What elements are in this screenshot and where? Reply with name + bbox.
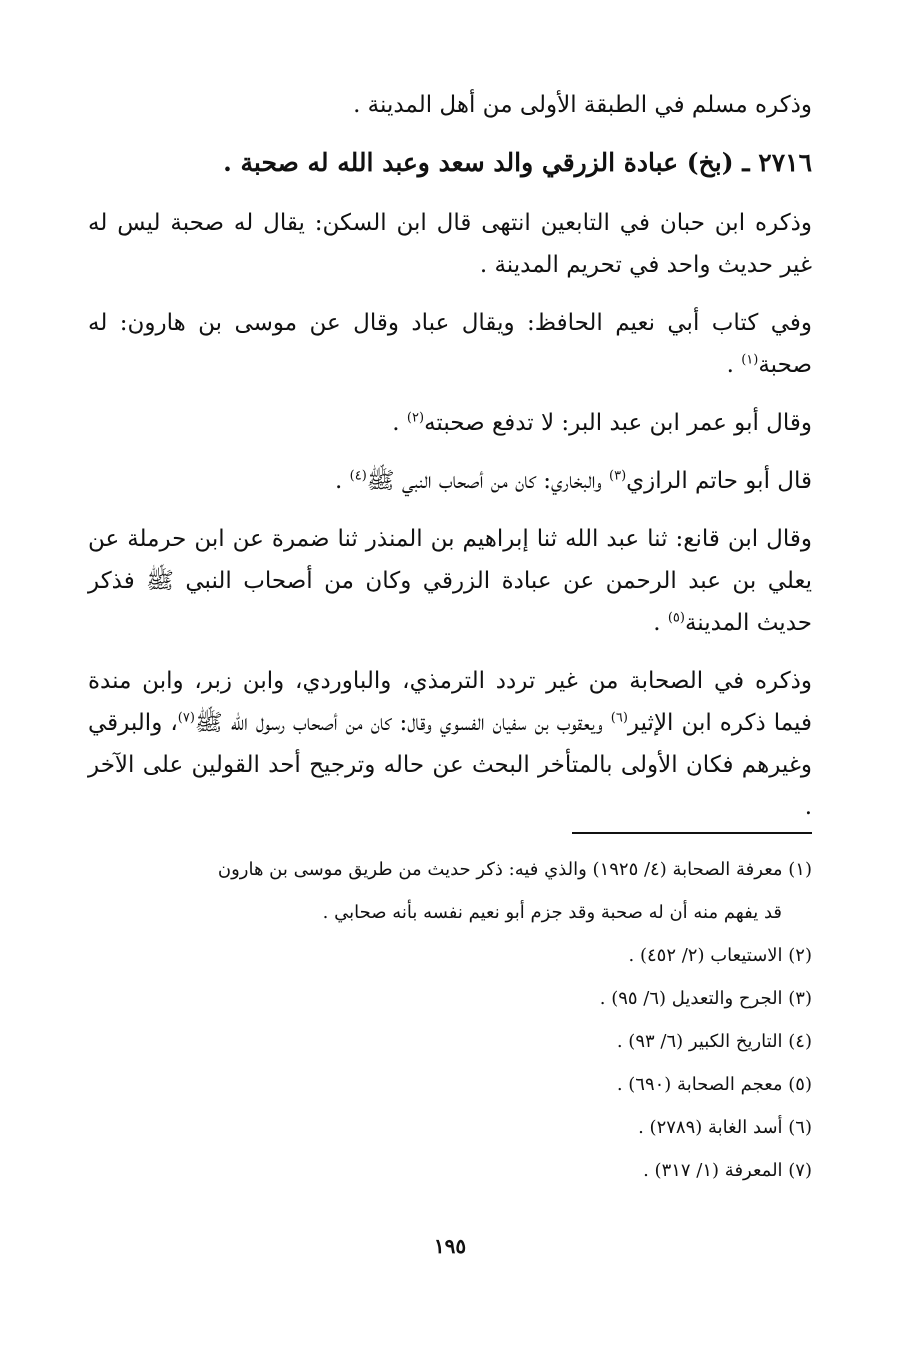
footnote-continuation: قد يفهم منه أن له صحبة وقد جزم أبو نعيم نفسه بأنه صحابي . [322, 902, 782, 923]
paragraph [88, 302, 812, 386]
paragraph-end: . [335, 468, 350, 494]
paragraph [88, 660, 812, 828]
footnote-marker: (٤) [349, 468, 367, 484]
footnote: (١) معرفة الصحابة (٤/ ١٩٢٥) والذي فيه: ذكر حديث من طريق موسى بن هارون [217, 859, 812, 880]
footnote-marker: (٧) [177, 710, 195, 726]
paragraph-text: والبخاري: كان من أصحاب النبي ﷺ [366, 468, 610, 494]
paragraph [88, 402, 812, 444]
paragraph [88, 518, 812, 644]
paragraph-end: . [392, 410, 407, 436]
paragraph-text: قال أبو حاتم الرازي [626, 468, 812, 494]
paragraph-text: وفي كتاب أبي نعيم الحافظ: ويقال عباد وقال عن موسى بن هارون: له صحبة [88, 310, 812, 378]
paragraph-text: وذكره في الصحابة من غير تردد الترمذي، والباوردي، وابن زبر، وابن مندة فيما ذكره ابن الإثير [88, 668, 812, 736]
paragraph [88, 460, 812, 502]
paragraph-text: وقال أبو عمر ابن عبد البر: لا تدفع صحبته [424, 410, 812, 436]
footnote-marker: (٦) [610, 710, 628, 726]
footnote-marker: (٥) [667, 610, 685, 626]
entry-heading: ٢٧١٦ ـ (بخ) عبادة الزرقي والد سعد وعبد الله له صحبة . [223, 148, 812, 177]
paragraph-text: وقال ابن قانع: ثنا عبد الله ثنا إبراهيم بن المنذر ثنا ضمرة عن ابن حرملة عن يعلي بن عبد الرحمن عن عبادة الزرقي وكان من أصحاب النبي ﷺ فذكر حديث المدينة [88, 526, 812, 636]
footnote: (٦) أسد الغابة (٢٧٨٩) . [638, 1117, 812, 1138]
footnote-marker: (٢) [406, 410, 425, 426]
footnote: (٣) الجرح والتعديل (٦/ ٩٥) . [599, 988, 812, 1009]
paragraph-end: . [653, 610, 668, 636]
paragraph-text: ويعقوب بن سفيان الفسوي وقال: كان من أصحاب رسول الله ﷺ [194, 710, 611, 736]
paragraph-end: . [726, 352, 742, 378]
page-number: ١٩٥ [433, 1234, 467, 1258]
paragraph-text: ، والبرقي وغيرهم فكان الأولى بالمتأخر البحث عن حاله وترجيح أحد القولين على الآخر . [88, 710, 812, 820]
footnote-marker: (٣) [609, 468, 627, 484]
footnote: (٧) المعرفة (١/ ٣١٧) . [643, 1160, 812, 1181]
paragraph: وذكره ابن حبان في التابعين انتهى قال ابن السكن: يقال له صحبة ليس له غير حديث واحد في تحريم المدينة . [88, 210, 812, 278]
footnote: (٢) الاستيعاب (٢/ ٤٥٢) . [628, 945, 812, 966]
footnote: (٥) معجم الصحابة (٦٩٠) . [616, 1074, 812, 1095]
footnotes [120, 850, 812, 1194]
footnote-marker: (١) [741, 352, 759, 368]
footnote: (٤) التاريخ الكبير (٦/ ٩٣) . [616, 1031, 812, 1052]
main-text [88, 84, 812, 844]
paragraph: وذكره مسلم في الطبقة الأولى من أهل المدينة . [353, 92, 812, 118]
footnote-divider [572, 832, 812, 834]
